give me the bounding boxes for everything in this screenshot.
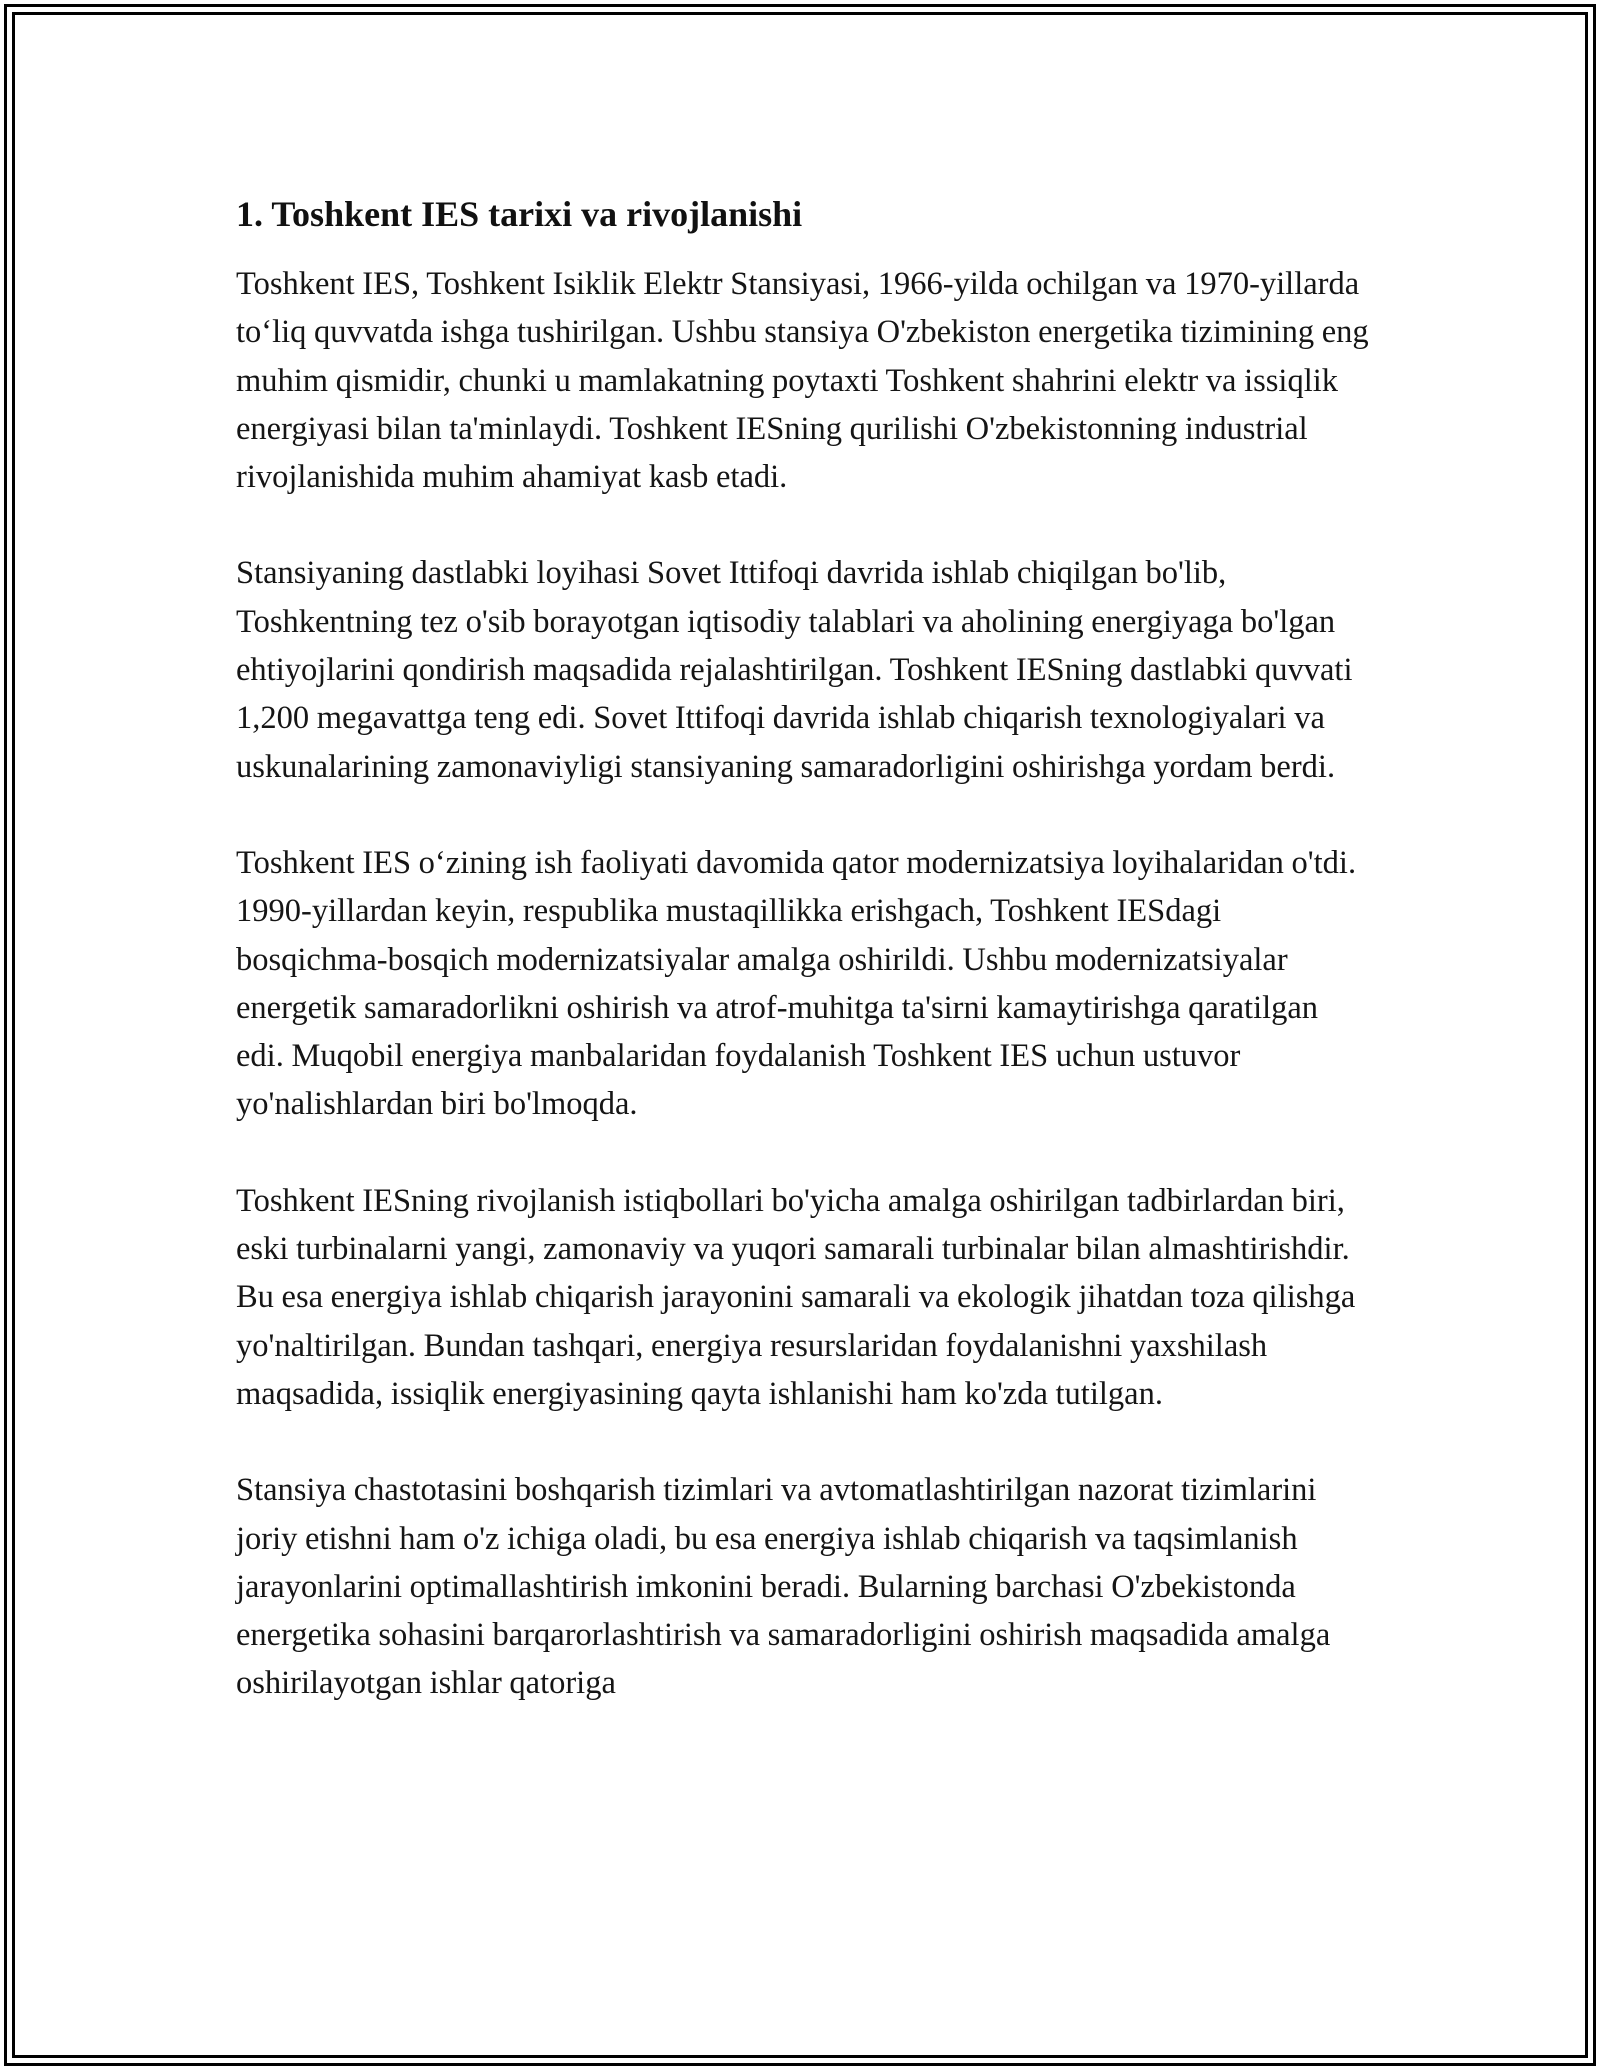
paragraph-5: Stansiya chastotasini boshqarish tizimlari va avtomatlashtirilgan nazorat tizimlarini joriy etishni ham o'z ichiga oladi, bu esa energiya ishlab chiqarish va taqsimlanish jarayonlarini optimallashtirish imkonini beradi. Bularning barchasi O'zbekistonda energetika sohasini barqarorlashtirish va samaradorligini oshirish maqsadida amalga oshirilayotgan ishlar qatoriga (236, 1472, 1331, 1702)
section-heading: 1. Toshkent IES tarixi va rivojlanishi (236, 194, 803, 234)
paragraph-4: Toshkent IESning rivojlanish istiqbollari bo'yicha amalga oshirilgan tadbirlardan biri, eski turbinalarni yangi, zamonaviy va yuqori samarali turbinalar bilan almashtirishdir. Bu esa energiya ishlab chiqarish jarayonini samarali va ekologik jihatdan toza qilishga yo'naltirilgan. Bundan tashqari, energiya resurslaridan foydalanishni yaxshilash maqsadida, issiqlik energiyasining qayta ishlanishi ham ko'zda tutilgan. (236, 1182, 1356, 1412)
paragraph-1: Toshkent IES, Toshkent Isiklik Elektr Stansiyasi, 1966-yilda ochilgan va 1970-yillarda to‘liq quvvatda ishga tushirilgan. Ushbu stansiya O'zbekiston energetika tizimining eng muhim qismidir, chunki u mamlakatning poytaxti Toshkent shahrini elektr va issiqlik energiyasi bilan ta'minlaydi. Toshkent IESning qurilishi O'zbekistonning industrial rivojlanishida muhim ahamiyat kasb etadi. (236, 266, 1369, 496)
paragraph-list (236, 260, 1370, 1708)
paragraph-3: Toshkent IES o‘zining ish faoliyati davomida qator modernizatsiya loyihalaridan o'tdi. 1990-yillardan keyin, respublika mustaqillikka erishgach, Toshkent IESdagi bosqichma-bosqich modernizatsiyalar amalga oshirildi. Ushbu modernizatsiyalar energetik samaradorlikni oshirish va atrof-muhitga ta'sirni kamaytirishga qaratilgan edi. Muqobil energiya manbalaridan foydalanish Toshkent IES uchun ustuvor yo'nalishlardan biri bo'lmoqda. (236, 844, 1357, 1123)
document-body (236, 188, 1370, 1708)
paragraph-2: Stansiyaning dastlabki loyihasi Sovet Ittifoqi davrida ishlab chiqilgan bo'lib, Toshkentning tez o'sib borayotgan iqtisodiy talablari va aholining energiyaga bo'lgan ehtiyojlarini qondirish maqsadida rejalashtirilgan. Toshkent IESning dastlabki quvvati 1,200 megavattga teng edi. Sovet Ittifoqi davrida ishlab chiqarish texnologiyalari va uskunalarining zamonaviyligi stansiyaning samaradorligini oshirishga yordam berdi. (236, 555, 1353, 785)
